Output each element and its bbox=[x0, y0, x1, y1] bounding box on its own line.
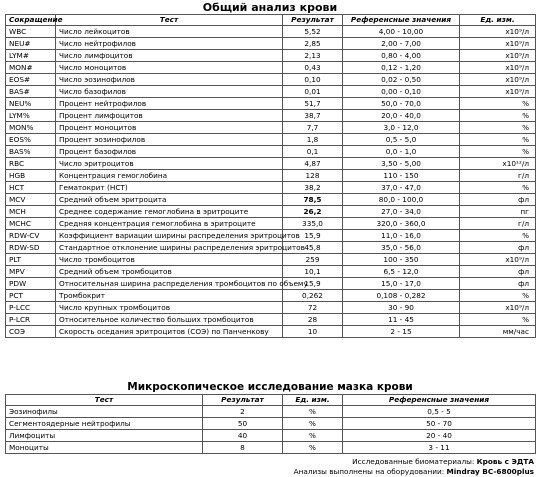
cell-abbr: RDW-CV bbox=[6, 230, 56, 242]
cell-abbr: P-LCR bbox=[6, 314, 56, 326]
micro-cell-result: 8 bbox=[203, 442, 283, 454]
cell-test: Гематокрит (НСТ) bbox=[56, 182, 283, 194]
cell-test: Число базофилов bbox=[56, 86, 283, 98]
cell-unit: x10⁹/л bbox=[460, 26, 536, 38]
cell-ref: 2 - 15 bbox=[343, 326, 460, 338]
cell-abbr: MCH bbox=[6, 206, 56, 218]
micro-results-table bbox=[5, 394, 536, 454]
table-row bbox=[6, 194, 536, 206]
footer-material-label: Исследованные биоматериалы: bbox=[352, 457, 475, 466]
table-row bbox=[6, 146, 536, 158]
cell-ref: 11 - 45 bbox=[343, 314, 460, 326]
cell-ref: 37,0 - 47,0 bbox=[343, 182, 460, 194]
cell-ref: 320,0 - 360,0 bbox=[343, 218, 460, 230]
cell-unit: фл bbox=[460, 242, 536, 254]
cell-abbr: EOS% bbox=[6, 134, 56, 146]
table-row bbox=[6, 86, 536, 98]
cell-test: Число эозинофилов bbox=[56, 74, 283, 86]
cell-result: 259 bbox=[283, 254, 343, 266]
cell-unit: % bbox=[460, 314, 536, 326]
cell-unit: % bbox=[460, 122, 536, 134]
cell-ref: 11,0 - 16,0 bbox=[343, 230, 460, 242]
micro-header-row bbox=[6, 395, 536, 406]
cell-abbr: PDW bbox=[6, 278, 56, 290]
cell-test: Число эритроцитов bbox=[56, 158, 283, 170]
table-row bbox=[6, 38, 536, 50]
micro-table-row bbox=[6, 418, 536, 430]
micro-cell-unit: % bbox=[283, 406, 343, 418]
footer-device-value: Mindray BC-6800plus bbox=[446, 467, 534, 476]
cell-test: Тромбокрит bbox=[56, 290, 283, 302]
cell-unit: x10⁹/л bbox=[460, 302, 536, 314]
cell-result: 78,5 bbox=[283, 194, 343, 206]
cell-abbr: BAS# bbox=[6, 86, 56, 98]
micro-table-row bbox=[6, 442, 536, 454]
cell-test: Средняя концентрация гемоглобина в эритроците bbox=[56, 218, 283, 230]
micro-table-row bbox=[6, 406, 536, 418]
table-row bbox=[6, 206, 536, 218]
cell-unit: фл bbox=[460, 278, 536, 290]
micro-cell-result: 2 bbox=[203, 406, 283, 418]
cell-result: 15,9 bbox=[283, 278, 343, 290]
micro-cell-result: 40 bbox=[203, 430, 283, 442]
cell-test: Число крупных тромбоцитов bbox=[56, 302, 283, 314]
table-row bbox=[6, 170, 536, 182]
micro-cell-ref: 20 - 40 bbox=[343, 430, 536, 442]
table-row bbox=[6, 62, 536, 74]
micro-header-test: Тест bbox=[6, 395, 203, 406]
cell-ref: 0,108 - 0,282 bbox=[343, 290, 460, 302]
cell-test: Средний объем тромбоцитов bbox=[56, 266, 283, 278]
cell-abbr: HGB bbox=[6, 170, 56, 182]
cell-abbr: PLT bbox=[6, 254, 56, 266]
header-result: Результат bbox=[283, 15, 343, 26]
cell-ref: 80,0 - 100,0 bbox=[343, 194, 460, 206]
cell-test: Процент нейтрофилов bbox=[56, 98, 283, 110]
cell-ref: 3,50 - 5,00 bbox=[343, 158, 460, 170]
cell-result: 72 bbox=[283, 302, 343, 314]
table-row bbox=[6, 254, 536, 266]
cell-unit: % bbox=[460, 134, 536, 146]
footer-device-label: Анализы выполнены на оборудовании: bbox=[293, 467, 445, 476]
cell-result: 4,87 bbox=[283, 158, 343, 170]
cell-unit: г/л bbox=[460, 170, 536, 182]
table-row bbox=[6, 290, 536, 302]
cell-abbr: RBC bbox=[6, 158, 56, 170]
cell-test: Число лимфоцитов bbox=[56, 50, 283, 62]
cell-ref: 100 - 350 bbox=[343, 254, 460, 266]
footer-material-value: Кровь с ЭДТА bbox=[476, 457, 534, 466]
micro-cell-result: 50 bbox=[203, 418, 283, 430]
cell-result: 1,8 bbox=[283, 134, 343, 146]
table-row bbox=[6, 182, 536, 194]
cell-result: 0,262 bbox=[283, 290, 343, 302]
table-row bbox=[6, 230, 536, 242]
footer-device bbox=[294, 467, 534, 477]
micro-cell-test: Сегментоядерные нейтрофилы bbox=[6, 418, 203, 430]
micro-cell-ref: 3 - 11 bbox=[343, 442, 536, 454]
cell-unit: x10¹²/л bbox=[460, 158, 536, 170]
cell-abbr: NEU% bbox=[6, 98, 56, 110]
table-row bbox=[6, 74, 536, 86]
cell-result: 10 bbox=[283, 326, 343, 338]
cell-test: Относительная ширина распределения тромбоцитов по объему bbox=[56, 278, 283, 290]
cell-abbr: P-LCC bbox=[6, 302, 56, 314]
cell-ref: 27,0 - 34,0 bbox=[343, 206, 460, 218]
cell-abbr: MON# bbox=[6, 62, 56, 74]
cell-ref: 2,00 - 7,00 bbox=[343, 38, 460, 50]
table-row bbox=[6, 314, 536, 326]
micro-cell-unit: % bbox=[283, 430, 343, 442]
cell-test: Процент моноцитов bbox=[56, 122, 283, 134]
cell-abbr: EOS# bbox=[6, 74, 56, 86]
table-row bbox=[6, 98, 536, 110]
cell-result: 28 bbox=[283, 314, 343, 326]
cell-test: Стандартное отклонение ширины распределения эритроцитов bbox=[56, 242, 283, 254]
micro-header-ref: Референсные значения bbox=[343, 395, 536, 406]
cell-unit: % bbox=[460, 290, 536, 302]
micro-cell-ref: 50 - 70 bbox=[343, 418, 536, 430]
cell-test: Число нейтрофилов bbox=[56, 38, 283, 50]
cell-result: 38,2 bbox=[283, 182, 343, 194]
cell-unit: пг bbox=[460, 206, 536, 218]
report-title: Общий анализ крови bbox=[202, 1, 338, 14]
cell-ref: 110 - 150 bbox=[343, 170, 460, 182]
cell-abbr: NEU# bbox=[6, 38, 56, 50]
table-row bbox=[6, 218, 536, 230]
cell-unit: % bbox=[460, 230, 536, 242]
header-unit: Ед. изм. bbox=[460, 15, 536, 26]
micro-cell-test: Лимфоциты bbox=[6, 430, 203, 442]
micro-header-result: Результат bbox=[203, 395, 283, 406]
header-ref: Референсные значения bbox=[343, 15, 460, 26]
micro-cell-ref: 0,5 - 5 bbox=[343, 406, 536, 418]
cell-result: 335,0 bbox=[283, 218, 343, 230]
cell-unit: x10⁹/л bbox=[460, 86, 536, 98]
table-row bbox=[6, 326, 536, 338]
table-row bbox=[6, 110, 536, 122]
cell-unit: % bbox=[460, 98, 536, 110]
cell-unit: фл bbox=[460, 194, 536, 206]
cell-abbr: LYM% bbox=[6, 110, 56, 122]
cell-ref: 0,80 - 4,00 bbox=[343, 50, 460, 62]
cell-result: 0,43 bbox=[283, 62, 343, 74]
cell-ref: 50,0 - 70,0 bbox=[343, 98, 460, 110]
cell-unit: мм/час bbox=[460, 326, 536, 338]
table-row bbox=[6, 242, 536, 254]
cell-ref: 20,0 - 40,0 bbox=[343, 110, 460, 122]
cell-abbr: MCHC bbox=[6, 218, 56, 230]
cell-unit: x10⁹/л bbox=[460, 254, 536, 266]
cell-test: Среднее содержание гемоглобина в эритроците bbox=[56, 206, 283, 218]
cell-ref: 3,0 - 12,0 bbox=[343, 122, 460, 134]
header-test: Тест bbox=[56, 15, 283, 26]
cell-test: Число лейкоцитов bbox=[56, 26, 283, 38]
cell-abbr: MPV bbox=[6, 266, 56, 278]
cell-result: 2,13 bbox=[283, 50, 343, 62]
cell-unit: x10⁹/л bbox=[460, 62, 536, 74]
footer-material bbox=[352, 457, 534, 467]
cell-unit: % bbox=[460, 182, 536, 194]
cell-result: 0,1 bbox=[283, 146, 343, 158]
cell-abbr: RDW-SD bbox=[6, 242, 56, 254]
micro-cell-unit: % bbox=[283, 442, 343, 454]
cell-unit: % bbox=[460, 110, 536, 122]
cell-abbr: PCT bbox=[6, 290, 56, 302]
micro-cell-test: Моноциты bbox=[6, 442, 203, 454]
cell-test: Процент эозинофилов bbox=[56, 134, 283, 146]
cell-abbr: BAS% bbox=[6, 146, 56, 158]
table-row bbox=[6, 158, 536, 170]
table-row bbox=[6, 302, 536, 314]
cell-unit: г/л bbox=[460, 218, 536, 230]
cell-test: Относительное количество больших тромбоцитов bbox=[56, 314, 283, 326]
cell-result: 15,9 bbox=[283, 230, 343, 242]
cell-ref: 0,5 - 5,0 bbox=[343, 134, 460, 146]
cell-abbr: MCV bbox=[6, 194, 56, 206]
table-header-row bbox=[6, 15, 536, 26]
cell-result: 26,2 bbox=[283, 206, 343, 218]
cell-result: 7,7 bbox=[283, 122, 343, 134]
cell-abbr: СОЭ bbox=[6, 326, 56, 338]
cell-unit: x10⁹/л bbox=[460, 38, 536, 50]
cell-unit: x10⁹/л bbox=[460, 50, 536, 62]
micro-title: Микроскопическое исследование мазка крови bbox=[127, 381, 413, 393]
cell-result: 38,7 bbox=[283, 110, 343, 122]
cell-test: Средний объем эритроцита bbox=[56, 194, 283, 206]
cell-abbr: HCT bbox=[6, 182, 56, 194]
cell-ref: 0,02 - 0,50 bbox=[343, 74, 460, 86]
cell-test: Число тромбоцитов bbox=[56, 254, 283, 266]
table-row bbox=[6, 278, 536, 290]
cell-ref: 4,00 - 10,00 bbox=[343, 26, 460, 38]
header-abbr: Сокращение bbox=[6, 15, 56, 26]
micro-header-unit: Ед. изм. bbox=[283, 395, 343, 406]
cell-result: 0,10 bbox=[283, 74, 343, 86]
cell-test: Число моноцитов bbox=[56, 62, 283, 74]
micro-cell-test: Эозинофилы bbox=[6, 406, 203, 418]
micro-cell-unit: % bbox=[283, 418, 343, 430]
cell-abbr: LYM# bbox=[6, 50, 56, 62]
cell-result: 51,7 bbox=[283, 98, 343, 110]
cell-result: 2,85 bbox=[283, 38, 343, 50]
cell-result: 5,52 bbox=[283, 26, 343, 38]
cell-test: Процент базофилов bbox=[56, 146, 283, 158]
cell-test: Концентрация гемоглобина bbox=[56, 170, 283, 182]
cell-unit: % bbox=[460, 146, 536, 158]
cell-unit: x10⁹/л bbox=[460, 74, 536, 86]
cell-ref: 6,5 - 12,0 bbox=[343, 266, 460, 278]
cell-abbr: MON% bbox=[6, 122, 56, 134]
cell-test: Скорость оседания эритроцитов (СОЭ) по Панченкову bbox=[56, 326, 283, 338]
cell-ref: 30 - 90 bbox=[343, 302, 460, 314]
cell-ref: 35,0 - 56,0 bbox=[343, 242, 460, 254]
table-row bbox=[6, 26, 536, 38]
cell-result: 0,01 bbox=[283, 86, 343, 98]
table-row bbox=[6, 134, 536, 146]
cell-test: Коэффициент вариации ширины распределения эритроцитов bbox=[56, 230, 283, 242]
cell-test: Процент лимфоцитов bbox=[56, 110, 283, 122]
cell-ref: 0,0 - 1,0 bbox=[343, 146, 460, 158]
cell-unit: фл bbox=[460, 266, 536, 278]
cell-ref: 0,12 - 1,20 bbox=[343, 62, 460, 74]
micro-table-row bbox=[6, 430, 536, 442]
cell-result: 10,1 bbox=[283, 266, 343, 278]
cbc-results-table bbox=[5, 14, 536, 338]
table-row bbox=[6, 50, 536, 62]
cell-abbr: WBC bbox=[6, 26, 56, 38]
cell-ref: 0,00 - 0,10 bbox=[343, 86, 460, 98]
cell-result: 128 bbox=[283, 170, 343, 182]
cell-result: 45,8 bbox=[283, 242, 343, 254]
cell-ref: 15,0 - 17,0 bbox=[343, 278, 460, 290]
table-row bbox=[6, 266, 536, 278]
table-row bbox=[6, 122, 536, 134]
